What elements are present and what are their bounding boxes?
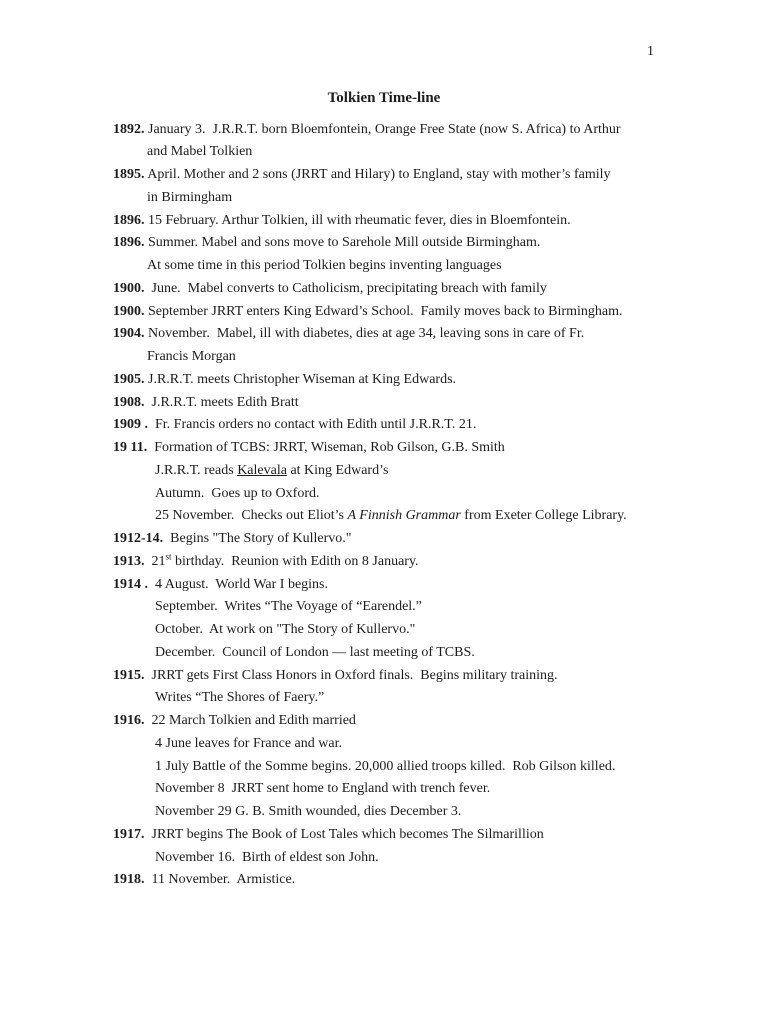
entry-year: 1917. — [113, 826, 145, 842]
entry-year: 1892. — [113, 121, 145, 137]
timeline-entry — [113, 164, 627, 187]
timeline-entry — [113, 392, 627, 415]
entry-text: 4 June leaves for France and war. — [155, 735, 342, 751]
entry-year: 1900. — [113, 303, 145, 319]
ordinal-suffix: st — [165, 551, 172, 562]
timeline-continuation-line — [113, 187, 627, 210]
entry-text: JRRT gets First Class Honors in Oxford finals. Begins military training. — [144, 667, 558, 683]
document-title: Tolkien Time-line — [327, 90, 441, 106]
timeline-entry — [113, 301, 627, 324]
entry-text: J.R.R.T. meets Christopher Wiseman at King Edwards. — [144, 371, 457, 387]
timeline-sub-entry — [113, 596, 627, 619]
entry-text: 21 — [144, 553, 166, 569]
timeline-sub-entry — [113, 801, 627, 824]
underlined-book-title: Kalevala — [237, 462, 287, 478]
entry-year: 1900. — [113, 280, 145, 296]
timeline-entry — [113, 414, 627, 437]
entry-text: November 8 JRRT sent home to England with trench fever. — [155, 781, 491, 797]
timeline-entry — [113, 119, 627, 142]
italic-book-title: A Finnish Grammar — [347, 508, 461, 524]
entry-text: 1 July Battle of the Somme begins. 20,000 allied troops killed. Rob Gilson killed. — [155, 758, 616, 774]
entry-text: in Birmingham — [147, 189, 233, 205]
page-number: 1 — [647, 44, 654, 59]
entry-text: 4 August. World War I begins. — [148, 576, 328, 592]
timeline-sub-entry — [113, 847, 627, 870]
entry-year: 1909 . — [113, 417, 148, 433]
entry-text: December. Council of London — last meeting of TCBS. — [155, 644, 475, 660]
entry-year: 1908. — [113, 394, 145, 410]
entry-text: November. Mabel, ill with diabetes, dies at age 34, leaving sons in care of Fr. — [144, 326, 585, 342]
entry-year: 1916. — [113, 713, 145, 729]
entry-year: 1896. — [113, 212, 145, 228]
entry-text: Summer. Mabel and sons move to Sarehole Mill outside Birmingham. — [144, 235, 541, 251]
entry-text: November 16. Birth of eldest son John. — [155, 849, 379, 865]
entry-text: September. Writes “The Voyage of “Earendel.” — [155, 599, 422, 615]
entry-text: from Exeter College Library. — [460, 508, 627, 524]
timeline-entry — [113, 232, 627, 255]
timeline-continuation-line — [113, 346, 627, 369]
timeline-entry — [113, 210, 627, 233]
timeline-entry — [113, 551, 627, 574]
entry-year: 1895. — [113, 167, 145, 183]
timeline-entry — [113, 574, 627, 597]
timeline-sub-entry — [113, 619, 627, 642]
entry-year: 1904. — [113, 326, 145, 342]
timeline-entry — [113, 665, 627, 688]
entry-text: April. Mother and 2 sons (JRRT and Hilary) to England, stay with mother’s family — [144, 167, 611, 183]
timeline-entry — [113, 278, 627, 301]
entry-text: June. Mabel converts to Catholicism, precipitating breach with family — [144, 280, 547, 296]
timeline-entry — [113, 323, 627, 346]
entry-year: 1913. — [113, 553, 145, 569]
entry-year: 1905. — [113, 371, 145, 387]
entry-text: 11 November. Armistice. — [144, 872, 296, 888]
entry-text: October. At work on "The Story of Kullervo." — [155, 622, 416, 638]
entry-text: JRRT begins The Book of Lost Tales which becomes The Silmarillion — [144, 826, 544, 842]
entry-year: 1912-14. — [113, 531, 164, 547]
timeline-sub-entry — [113, 460, 627, 483]
entry-text: 15 February. Arthur Tolkien, ill with rheumatic fever, dies in Bloemfontein. — [144, 212, 571, 228]
timeline-sub-entry — [113, 778, 627, 801]
entry-text: J.R.R.T. reads — [155, 462, 238, 478]
timeline-sub-entry — [113, 505, 627, 528]
timeline-sub-entry — [113, 483, 627, 506]
timeline-entry — [113, 824, 627, 847]
timeline-continuation-line — [113, 255, 627, 278]
entry-text: Formation of TCBS: JRRT, Wiseman, Rob Gilson, G.B. Smith — [147, 440, 505, 456]
entry-text: November 29 G. B. Smith wounded, dies December 3. — [155, 804, 462, 820]
entry-year: 1915. — [113, 667, 145, 683]
entry-year: 19 11. — [113, 440, 148, 456]
timeline-entry — [113, 710, 627, 733]
entry-text: and Mabel Tolkien — [147, 144, 253, 160]
entry-text: birthday. Reunion with Edith on 8 January. — [171, 553, 419, 569]
timeline-sub-entry — [113, 687, 627, 710]
timeline-entry — [113, 369, 627, 392]
entry-text: At some time in this period Tolkien begins inventing languages — [147, 258, 502, 274]
entry-text: 22 March Tolkien and Edith married — [144, 713, 356, 729]
entry-year: 1914 . — [113, 576, 148, 592]
entry-text: Autumn. Goes up to Oxford. — [155, 485, 320, 501]
entry-year: 1918. — [113, 872, 145, 888]
timeline-entry — [113, 869, 627, 892]
entry-year: 1896. — [113, 235, 145, 251]
entry-text: Fr. Francis orders no contact with Edith until J.R.R.T. 21. — [148, 417, 477, 433]
entry-text: J.R.R.T. meets Edith Bratt — [144, 394, 299, 410]
timeline-entry — [113, 437, 627, 460]
timeline-entry — [113, 528, 627, 551]
entry-text: January 3. J.R.R.T. born Bloemfontein, Orange Free State (now S. Africa) to Arthur — [144, 121, 621, 137]
entry-text: September JRRT enters King Edward’s School. Family moves back to Birmingham. — [144, 303, 623, 319]
entry-text: at King Edward’s — [286, 462, 389, 478]
entry-text: 25 November. Checks out Eliot’s — [155, 508, 348, 524]
timeline-list — [113, 119, 627, 893]
entry-text: Writes “The Shores of Faery.” — [155, 690, 325, 706]
entry-text: Begins "The Story of Kullervo." — [163, 531, 352, 547]
timeline-sub-entry — [113, 733, 627, 756]
timeline-sub-entry — [113, 642, 627, 665]
timeline-sub-entry — [113, 756, 627, 779]
timeline-continuation-line — [113, 141, 627, 164]
entry-text: Francis Morgan — [147, 349, 236, 365]
